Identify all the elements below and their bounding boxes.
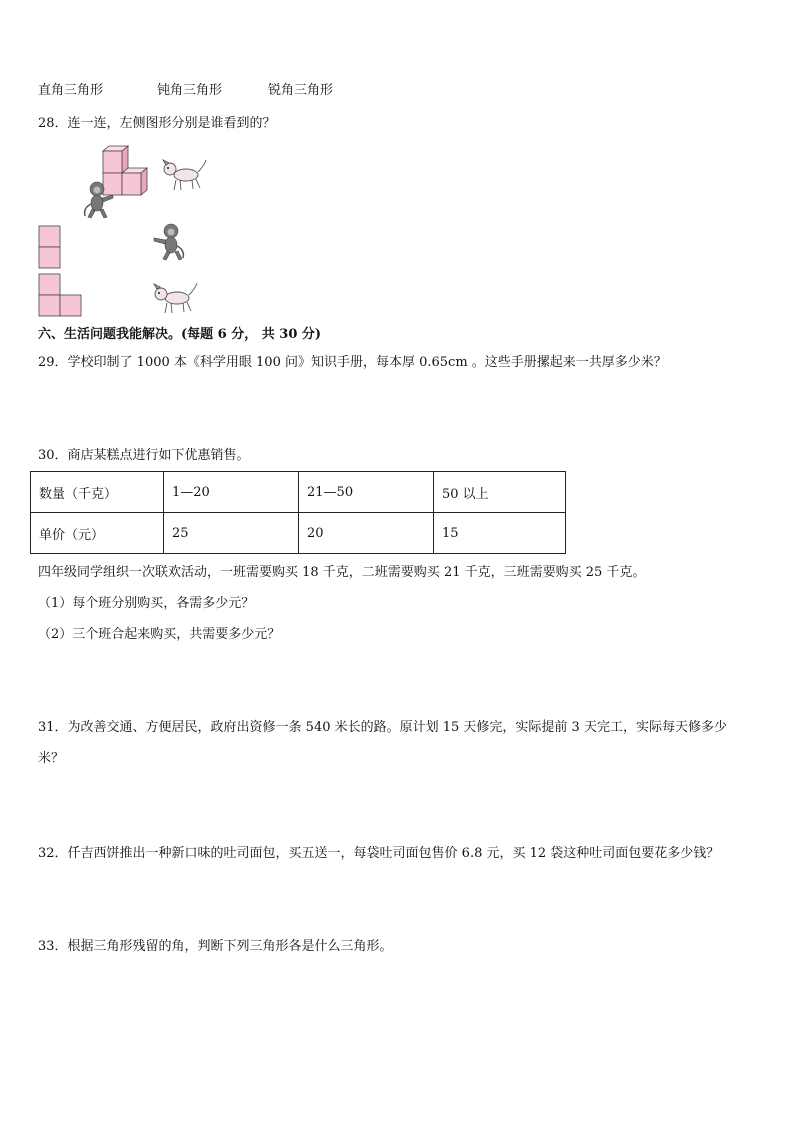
q30-description: 四年级同学组织一次联欢活动，一班需要购买 18 千克，二班需要购买 21 千克，三班需要购买 25 千克。 (38, 565, 646, 580)
table-cell: 数量（千克） (31, 472, 164, 513)
q32-text: 32．仟吉西饼推出一种新口味的吐司面包，买五送一，每袋吐司面包售价 6.8 元，买 12 袋这种吐司面包要花多少钱？ (38, 846, 720, 861)
dog-icon (150, 282, 200, 318)
table-cell: 20 (299, 513, 434, 554)
q30-text: 30．商店某糕点进行如下优惠销售。 (38, 448, 250, 463)
view-l-shape (38, 273, 84, 317)
q28-text: 28．连一连，左侧图形分别是谁看到的？ (38, 116, 276, 131)
q31-line1: 31．为改善交通、方便居民，政府出资修一条 540 米长的路。原计划 15 天修完，实际提前 3 天完工，实际每天修多少 (38, 720, 727, 735)
monkey-icon (152, 222, 188, 262)
table-cell: 25 (164, 513, 299, 554)
section-six-heading: 六、生活问题我能解决。(每题 6 分， 共 30 分) (38, 327, 322, 342)
table-cell: 1—20 (164, 472, 299, 513)
table-cell: 50 以上 (434, 472, 566, 513)
table-cell: 单价（元） (31, 513, 164, 554)
view-two-stacked-squares (38, 225, 62, 269)
option-right-triangle: 直角三角形 (38, 83, 104, 98)
q33-text: 33．根据三角形残留的角，判断下列三角形各是什么三角形。 (38, 939, 393, 954)
option-obtuse-triangle: 钝角三角形 (157, 83, 223, 98)
q31-line2: 米？ (38, 751, 65, 766)
table-row (31, 513, 566, 554)
option-acute-triangle: 锐角三角形 (268, 83, 334, 98)
table-row (31, 472, 566, 513)
q29-text: 29．学校印制了 1000 本《科学用眼 100 问》知识手册，每本厚 0.65cm 。这些手册摞起来一共厚多少米？ (38, 355, 667, 370)
table-cell: 21—50 (299, 472, 434, 513)
price-table (30, 471, 566, 554)
q30-sub1: （1）每个班分别购买，各需多少元？ (38, 596, 255, 611)
table-cell: 15 (434, 513, 566, 554)
dog-icon (160, 158, 208, 194)
q30-sub2: （2）三个班合起来购买，共需要多少元？ (38, 627, 281, 642)
monkey-icon (80, 180, 116, 220)
